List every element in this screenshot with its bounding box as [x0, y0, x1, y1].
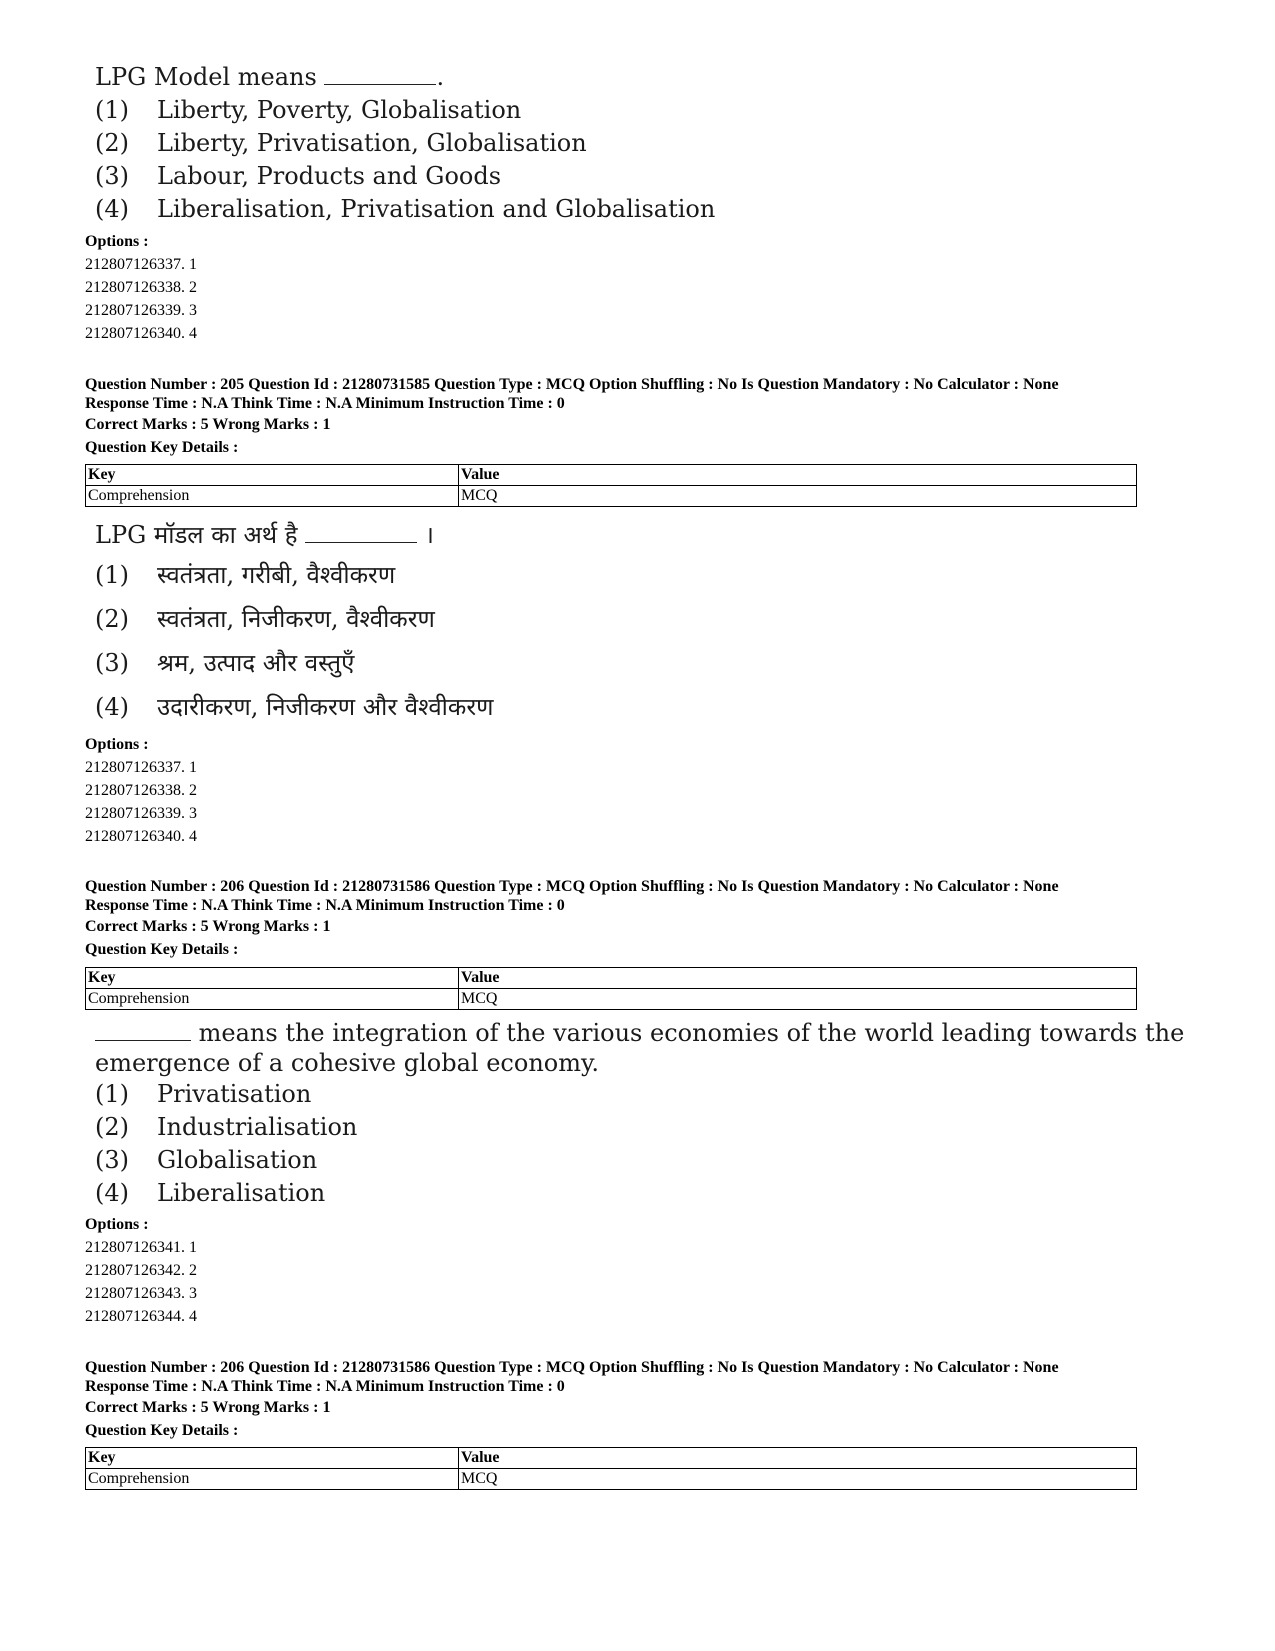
question-option: (1) Liberty, Poverty, Globalisation	[95, 96, 522, 124]
option-id: 212807126338. 2	[85, 782, 197, 799]
question-stem: LPG मॉडल का अर्थ है ।	[95, 521, 434, 549]
options-heading: Options :	[85, 233, 149, 250]
option-id: 212807126341. 1	[85, 1239, 197, 1256]
question-2	[95, 517, 494, 729]
options-list	[85, 230, 197, 345]
question-option: (4) उदारीकरण, निजीकरण और वैश्वीकरण	[95, 693, 494, 721]
options-heading: Options :	[85, 1216, 149, 1233]
options-list	[85, 733, 197, 848]
question-stem: LPG Model means .	[95, 63, 445, 91]
question-option: (2) Liberty, Privatisation, Globalisation	[95, 129, 587, 157]
question-meta-line: Response Time : N.A Think Time : N.A Minimum Instruction Time : 0	[85, 1378, 565, 1395]
option-id: 212807126337. 1	[85, 256, 197, 273]
option-id: 212807126342. 2	[85, 1262, 197, 1279]
option-id: 212807126343. 3	[85, 1285, 197, 1302]
question-option: (4) Liberalisation, Privatisation and Globalisation	[95, 195, 716, 223]
option-id: 212807126339. 3	[85, 302, 197, 319]
question-option: (3) Labour, Products and Goods	[95, 162, 502, 190]
value-cell: MCQ	[459, 486, 1137, 507]
question-meta-line: Question Number : 205 Question Id : 21280731585 Question Type : MCQ Option Shuffling : No Is Question Mandatory : No Calculator : None	[85, 376, 1059, 393]
value-cell: MCQ	[459, 989, 1137, 1010]
answer-blank	[305, 542, 417, 543]
question-stem: means the integration of the various economies of the world leading towards the emergence of a cohesive global economy.	[95, 1019, 1185, 1077]
value-header: Value	[459, 465, 1137, 486]
marks-line: Correct Marks : 5 Wrong Marks : 1	[85, 1399, 331, 1416]
value-header: Value	[459, 1448, 1137, 1469]
question-meta-line: Response Time : N.A Think Time : N.A Minimum Instruction Time : 0	[85, 395, 565, 412]
key-details-heading: Question Key Details :	[85, 941, 239, 958]
key-value-table	[85, 967, 1137, 1010]
marks-line: Correct Marks : 5 Wrong Marks : 1	[85, 416, 331, 433]
question-meta-206-repeat	[85, 1358, 1059, 1442]
question-option: (2) Industrialisation	[95, 1113, 358, 1141]
question-meta-line: Response Time : N.A Think Time : N.A Minimum Instruction Time : 0	[85, 897, 565, 914]
marks-line: Correct Marks : 5 Wrong Marks : 1	[85, 918, 331, 935]
option-id: 212807126340. 4	[85, 325, 197, 342]
key-details-heading: Question Key Details :	[85, 439, 239, 456]
question-meta-205	[85, 375, 1059, 459]
option-id: 212807126344. 4	[85, 1308, 197, 1325]
key-header: Key	[86, 465, 459, 486]
key-value-table	[85, 464, 1137, 507]
key-header: Key	[86, 1448, 459, 1469]
option-id: 212807126337. 1	[85, 759, 197, 776]
key-cell: Comprehension	[86, 989, 459, 1010]
option-id: 212807126340. 4	[85, 828, 197, 845]
question-meta-line: Question Number : 206 Question Id : 21280731586 Question Type : MCQ Option Shuffling : No Is Question Mandatory : No Calculator : None	[85, 1359, 1059, 1376]
options-list	[85, 1213, 197, 1328]
key-header: Key	[86, 968, 459, 989]
option-id: 212807126339. 3	[85, 805, 197, 822]
options-heading: Options :	[85, 736, 149, 753]
question-meta-line: Question Number : 206 Question Id : 21280731586 Question Type : MCQ Option Shuffling : No Is Question Mandatory : No Calculator : None	[85, 878, 1059, 895]
question-option: (4) Liberalisation	[95, 1179, 326, 1207]
key-cell: Comprehension	[86, 1469, 459, 1490]
option-id: 212807126338. 2	[85, 279, 197, 296]
key-value-table	[85, 1447, 1137, 1490]
question-meta-206	[85, 877, 1059, 961]
value-cell: MCQ	[459, 1469, 1137, 1490]
key-cell: Comprehension	[86, 486, 459, 507]
key-details-heading: Question Key Details :	[85, 1422, 239, 1439]
question-option: (2) स्वतंत्रता, निजीकरण, वैश्वीकरण	[95, 605, 435, 633]
answer-blank	[324, 84, 436, 85]
question-3	[95, 1018, 1195, 1210]
answer-blank	[95, 1040, 191, 1041]
question-option: (3) Globalisation	[95, 1146, 318, 1174]
question-1	[95, 60, 715, 226]
question-option: (1) Privatisation	[95, 1080, 312, 1108]
question-option: (1) स्वतंत्रता, गरीबी, वैश्वीकरण	[95, 561, 396, 589]
question-option: (3) श्रम, उत्पाद और वस्तुएँ	[95, 649, 355, 677]
value-header: Value	[459, 968, 1137, 989]
